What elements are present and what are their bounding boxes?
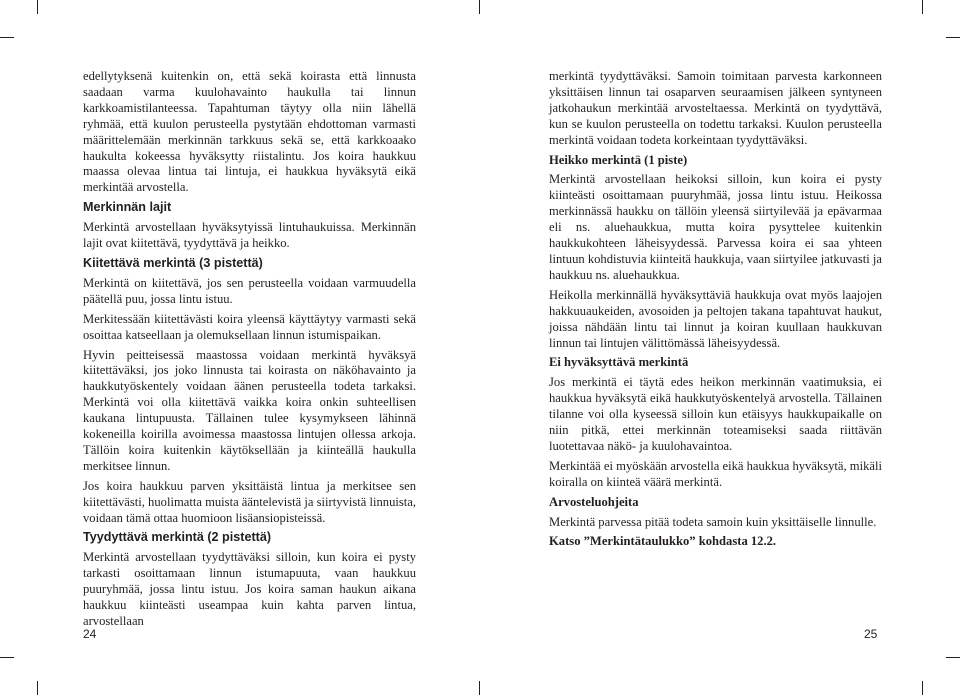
- section-heading: Heikko merkintä (1 piste): [549, 152, 688, 167]
- crop-mark: [0, 657, 14, 658]
- body-paragraph: Merkintä parvessa pitää todeta samoin kuin yksittäiselle linnulle.: [549, 514, 877, 529]
- crop-mark: [479, 0, 480, 14]
- body-paragraph: Jos koira haukkuu parven yksittäistä lintua ja merkitsee sen kiitettävästi, huolimatta muista ääntelevistä ja siirtyvistä linnuista, voidaan tämä ottaa huomioon lisäansiopisteissä.: [83, 478, 416, 525]
- section-heading: Ei hyväksyttävä merkintä: [549, 355, 689, 370]
- section-heading: Kiitettävä merkintä (3 pistettä): [83, 255, 263, 270]
- reference-note: Katso ”Merkintätaulukko” kohdasta 12.2.: [549, 534, 777, 549]
- body-paragraph: edellytyksenä kuitenkin on, että sekä koirasta että linnusta saadaan varma kuulohavainto haukulla tai linnun karkkoamistilanteessa. Tapahtuman täytyy olla niin lähellä ryhmää, että kuulon perusteella pystytään ehdottoman varmasti määrittelemään merkinnän tarkkuus sekä se, että karkkoaako haukulta kokeessa hyväksytty riistalintu. Jos koira haukkuu maassa olevaa lintua tai lintuja, ei haukkua hyväksytä eikä merkintää arvostella.: [83, 69, 416, 195]
- section-heading: Arvosteluohjeita: [549, 494, 639, 509]
- body-paragraph: Merkintä arvostellaan tyydyttäväksi silloin, kun koira ei pysty tarkasti osoittamaan linnun istumapuuta, vaan haukkuu puuryhmää, jossa lintu istuu. Jos koira saman haukun aikana haukkuu kiinteästi useampaa kuin kahta parven lintua, arvostellaan: [83, 550, 416, 628]
- body-paragraph: Jos merkintä ei täytä edes heikon merkinnän vaatimuksia, ei haukkua hyväksytä eikä haukkutyöskentelyä arvostella. Tällainen tilanne voi olla kyseessä silloin kun etäisyys haukkupaikalle on niin pitkä, ettei merkinnän toteamiseksi saada riittävän luotettavaa näkö- ja kuulohavaintoa.: [549, 375, 882, 453]
- body-paragraph: Merkintä arvostellaan hyväksytyissä lintuhaukuissa. Merkinnän lajit ovat kiitettävä, tyydyttävä ja heikko.: [83, 220, 416, 251]
- right-page-column: [549, 69, 882, 554]
- section-heading: Tyydyttävä merkintä (2 pistettä): [83, 530, 272, 545]
- body-paragraph: merkintä tyydyttäväksi. Samoin toimitaan parvesta karkonneen yksittäisen linnun tai osaparven seuraamisen jälkeen syntyneen jatkohaukun merkintää arvosteltaessa. Merkintä on tyydyttävä, kun se kuulon perusteella on todettu tarkaksi. Kuulon perusteella merkintä voidaan todeta korkeintaan tyydyttäväksi.: [549, 69, 882, 147]
- body-paragraph: Heikolla merkinnällä hyväksyttäviä haukkuja ovat myös laajojen hakkuuaukeiden, avosoiden ja peltojen takana tapahtuvat haukut, joissa nähdään lintu tai linnut ja koiran kuullaan haukkuvan linnun tai lintujen välittömässä läheisyydessä.: [549, 287, 882, 350]
- crop-mark: [479, 681, 480, 695]
- crop-mark: [37, 0, 38, 14]
- page-number: 25: [864, 627, 878, 641]
- page-number: 24: [83, 627, 97, 641]
- section-heading: Merkinnän lajit: [83, 200, 172, 215]
- body-paragraph: Merkintä arvostellaan heikoksi silloin, kun koira ei pysty kiinteästi osoittamaan puuryhmää, jossa lintu istuu. Heikossa merkinnässä haukku on tällöin yleensä siirtyilevää ja epävarmaa eli ns. aluehaukkua, mutta koira pysyttelee kuitenkin haukkukohteen läheisyydessä. Parvessa koira ei saa yhteen lintuun kohdistuvia kiinteitä haukkuja, vaan siirtyilee jatkuvasti ja haukkuu ns. aluehaukkua.: [549, 172, 882, 282]
- body-paragraph: Merkitessään kiitettävästi koira yleensä käyttäytyy varmasti sekä osoittaa katseellaan ja olemuksellaan linnun istumispaikan.: [83, 311, 416, 342]
- body-paragraph: Merkintä on kiitettävä, jos sen perusteella voidaan varmuudella päätellä puu, jossa lintu istuu.: [83, 275, 416, 306]
- crop-mark: [922, 681, 923, 695]
- crop-mark: [0, 37, 14, 38]
- crop-mark: [946, 37, 960, 38]
- crop-mark: [922, 0, 923, 14]
- left-page-column: [83, 69, 416, 634]
- body-paragraph: Merkintää ei myöskään arvostella eikä haukkua hyväksytä, mikäli koiralla on kiinteä väärä merkintä.: [549, 458, 882, 489]
- crop-mark: [946, 657, 960, 658]
- crop-mark: [37, 681, 38, 695]
- body-paragraph: Hyvin peitteisessä maastossa voidaan merkintä hyväksyä kiitettäväksi, jos joko linnusta tai koirasta on näköhavainto ja haukkutyöskentely voidaan äänen perusteella todeta tarkaksi. Merkintä voi olla kiitettävä vaikka koira onkin suhteellisen kaukana lintupuusta. Tällainen tulee kysymykseen lähinnä kokeneilla koirilla avoimessa maastossa lintujen ollessa arkoja. Tällöin koira kuitenkin käytöksellään ja kiinteällä haukulla merkitsee linnun.: [83, 347, 416, 473]
